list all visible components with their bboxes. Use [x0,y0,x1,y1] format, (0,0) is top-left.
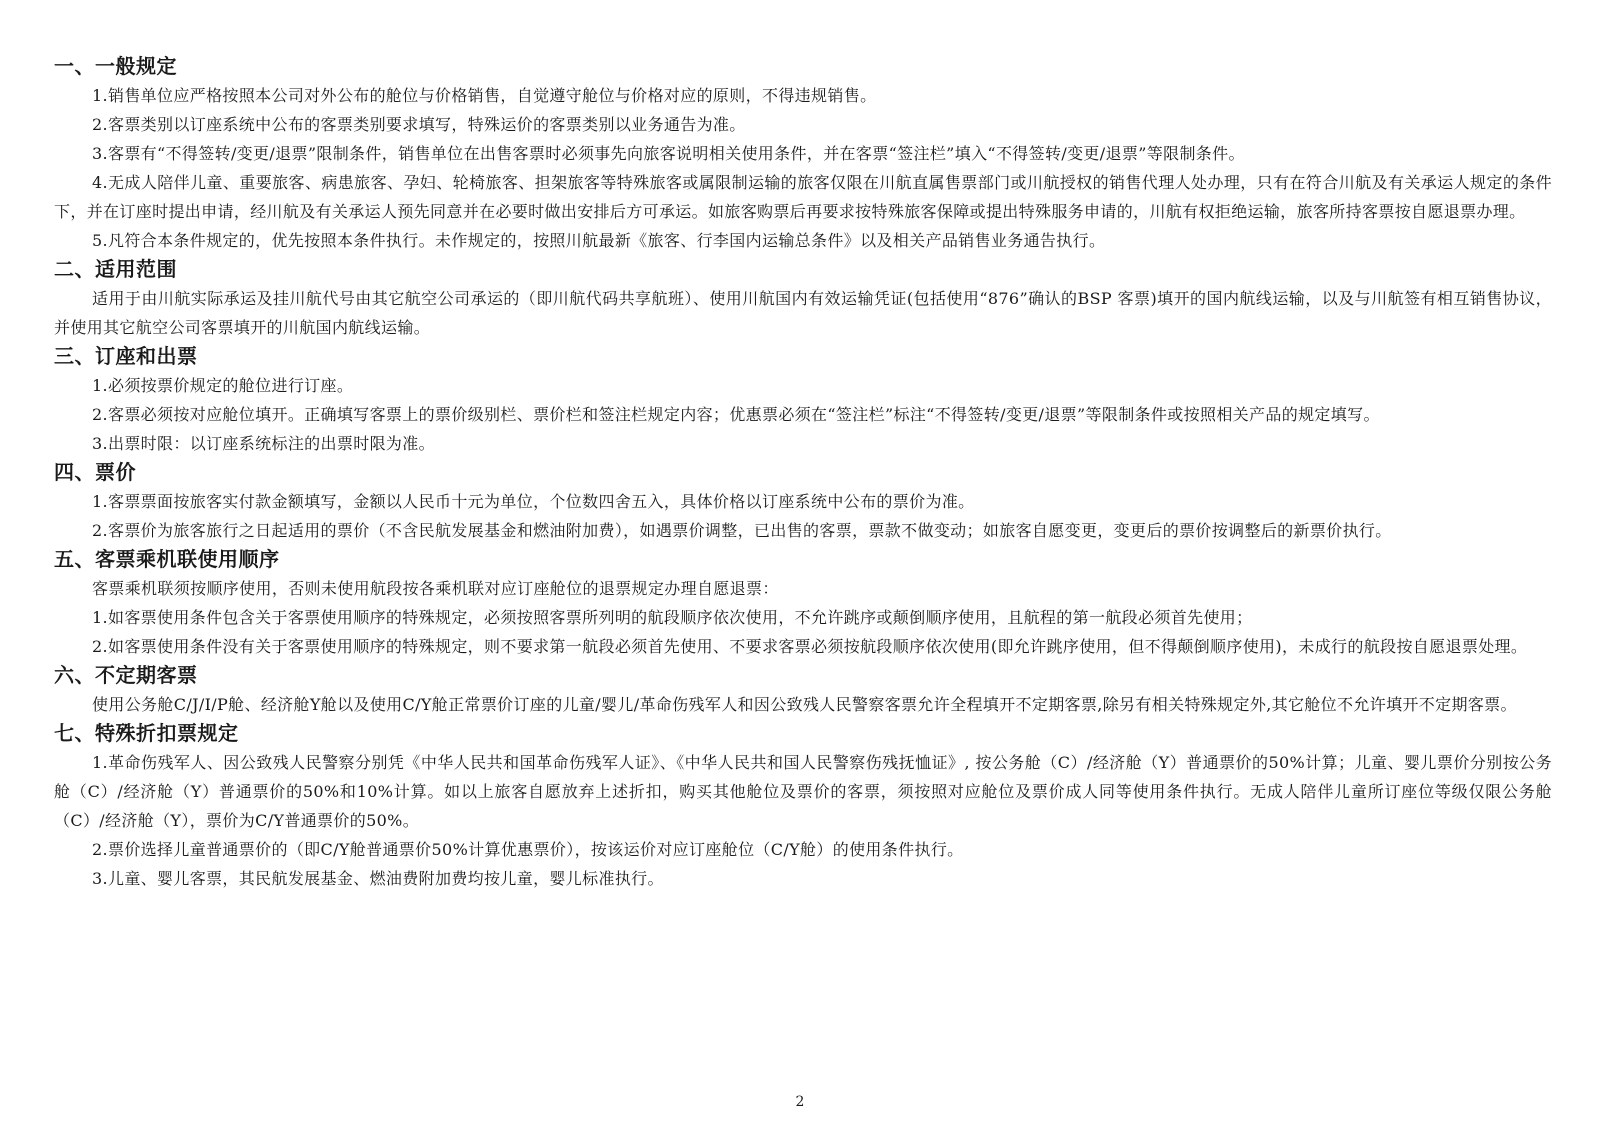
paragraph: 1.如客票使用条件包含关于客票使用顺序的特殊规定，必须按照客票所列明的航段顺序依次使用，不允许跳序或颠倒顺序使用，且航程的第一航段必须首先使用； [92,608,1253,627]
section-heading: 三、订座和出票 [54,344,198,368]
section-heading: 一、一般规定 [54,54,177,78]
section-heading: 六、不定期客票 [54,663,198,687]
section-heading: 四、票价 [54,460,136,484]
paragraph: 使用公务舱C/J/I/P舱、经济舱Y舱以及使用C/Y舱正常票价订座的儿童/婴儿/革命伤残军人和因公致残人民警察客票允许全程填开不定期客票,除另有相关特殊规定外,其它舱位不允许填开不定期客票。 [92,695,1517,714]
paragraph: 3.儿童、婴儿客票，其民航发展基金、燃油费附加费均按儿童，婴儿标准执行。 [92,869,664,888]
section-heading: 五、客票乘机联使用顺序 [54,547,280,571]
section-open-tickets [54,661,1552,719]
paragraph: 3.客票有“不得签转/变更/退票”限制条件，销售单位在出售客票时必须事先向旅客说明相关使用条件，并在客票“签注栏”填入“不得签转/变更/退票”等限制条件。 [92,144,1245,163]
paragraph: 1.销售单位应严格按照本公司对外公布的舱位与价格销售，自觉遵守舱位与价格对应的原则，不得违规销售。 [92,86,877,105]
section-booking-ticketing [54,342,1552,458]
section-general-rules [54,52,1552,255]
document-body [54,52,1552,893]
paragraph: 2.客票必须按对应舱位填开。正确填写客票上的票价级别栏、票价栏和签注栏规定内容；优惠票必须在“签注栏”标注“不得签转/变更/退票”等限制条件或按照相关产品的规定填写。 [92,405,1380,424]
paragraph: 2.客票类别以订座系统中公布的客票类别要求填写，特殊运价的客票类别以业务通告为准。 [92,115,746,134]
section-special-discounts [54,719,1552,893]
section-heading: 二、适用范围 [54,257,177,281]
paragraph: 客票乘机联须按顺序使用，否则未使用航段按各乘机联对应订座舱位的退票规定办理自愿退票： [92,579,779,598]
paragraph: 2.票价选择儿童普通票价的（即C/Y舱普通票价50%计算优惠票价），按该运价对应订座舱位（C/Y舱）的使用条件执行。 [92,840,964,859]
paragraph: 1.必须按票价规定的舱位进行订座。 [92,376,354,395]
paragraph: 4.无成人陪伴儿童、重要旅客、病患旅客、孕妇、轮椅旅客、担架旅客等特殊旅客或属限制运输的旅客仅限在川航直属售票部门或川航授权的销售代理人处办理，只有在符合川航及有关承运人规定的条件下，并在订座时提出申请，经川航及有关承运人预先同意并在必要时做出安排后方可承运。如旅客购票后再要求按特殊旅客保障或提出特殊服务申请的，川航有权拒绝运输，旅客所持客票按自愿退票办理。 [54,173,1552,221]
section-coupon-sequence [54,545,1552,661]
paragraph: 2.如客票使用条件没有关于客票使用顺序的特殊规定，则不要求第一航段必须首先使用、不要求客票必须按航段顺序依次使用(即允许跳序使用，但不得颠倒顺序使用)，未成行的航段按自愿退票处理。 [92,637,1528,656]
paragraph: 1.客票票面按旅客实付款金额填写，金额以人民币十元为单位，个位数四舍五入，具体价格以订座系统中公布的票价为准。 [92,492,975,511]
paragraph: 适用于由川航实际承运及挂川航代号由其它航空公司承运的（即川航代码共享航班）、使用川航国内有效运输凭证(包括使用“876”确认的BSP 客票)填开的国内航线运输，以及与川航签有相互销售协议，并使用其它航空公司客票填开的川航国内航线运输。 [54,289,1552,337]
section-scope [54,255,1552,342]
paragraph: 5.凡符合本条件规定的，优先按照本条件执行。未作规定的，按照川航最新《旅客、行李国内运输总条件》以及相关产品销售业务通告执行。 [92,231,1106,250]
section-heading: 七、特殊折扣票规定 [54,721,239,745]
section-fares [54,458,1552,545]
page-number: 2 [795,1094,805,1110]
paragraph: 2.客票价为旅客旅行之日起适用的票价（不含民航发展基金和燃油附加费），如遇票价调整，已出售的客票，票款不做变动；如旅客自愿变更，变更后的票价按调整后的新票价执行。 [92,521,1392,540]
paragraph: 3.出票时限：以订座系统标注的出票时限为准。 [92,434,435,453]
paragraph: 1.革命伤残军人、因公致残人民警察分别凭《中华人民共和国革命伤残军人证》、《中华人民共和国人民警察伤残抚恤证》, 按公务舱（C）/经济舱（Y）普通票价的50%计算；儿童、婴儿票价分别按公务舱（C）/经济舱（Y）普通票价的50%和10%计算。如以上旅客自愿放弃上述折扣，购买其他舱位及票价的客票，须按照对应舱位及票价成人同等使用条件执行。无成人陪伴儿童所订座位等级仅限公务舱（C）/经济舱（Y），票价为C/Y普通票价的50%。 [54,753,1552,830]
